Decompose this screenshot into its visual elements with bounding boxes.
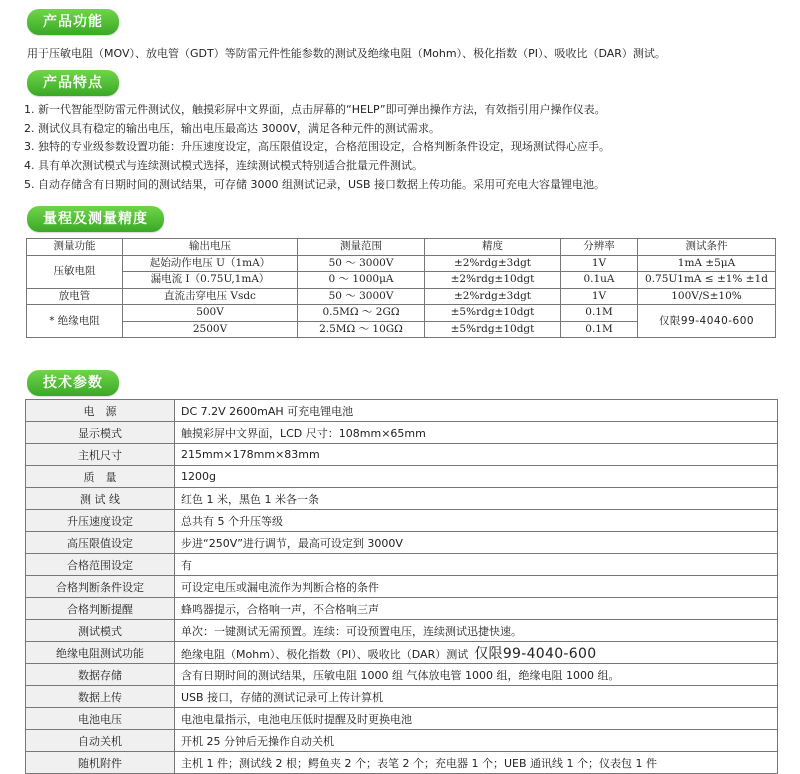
spec-value-text: 含有日期时间的测试结果，压敏电阻 1000 组 气体放电管 1000 组，绝缘电阻 1000 组。 [181,668,620,682]
spec-value [175,532,778,554]
spec-value-text: USB 接口，存储的测试记录可上传计算机 [181,690,384,704]
insulation-label: * 绝缘电阻 [27,305,123,338]
feature-item: 3. 独特的专业级参数设置功能：升压速度设定，高压限值设定，合格范围设定，合格判断条件设定，现场测试得心应手。 [24,140,610,154]
table-cell: 0.1M [561,305,638,322]
spec-value [175,400,778,422]
spec-value [175,752,778,774]
table-header-row [27,239,776,256]
table-cell: 1mA ±5μA [638,255,776,272]
spec-value [175,510,778,532]
table-row [26,642,778,664]
spec-value [175,576,778,598]
spec-value-text: 主机 1 件；测试线 2 根；鳄鱼夹 2 个；表笔 2 个；充电器 1 个；UEB 通讯线 1 个；仪表包 1 件 [181,756,657,770]
table-row [26,400,778,422]
table-row [26,730,778,752]
gdt-label: 放电管 [27,288,123,305]
spec-key: 电 源 [26,400,175,422]
spec-value-text: 蜂鸣器提示，合格响一声，不合格响三声 [181,602,379,616]
spec-value-text: 红色 1 米，黑色 1 米各一条 [181,492,319,506]
specs-table [25,399,778,774]
spec-key: 电池电压 [26,708,175,730]
features-list [24,101,610,195]
spec-key: 随机附件 [26,752,175,774]
section-title-range: 量程及测量精度 [27,206,164,232]
spec-key: 合格判断提醒 [26,598,175,620]
header-cell: 测量范围 [298,239,425,256]
table-cell: ±2%rdg±3dgt [425,288,561,305]
spec-value [175,730,778,752]
table-row [26,488,778,510]
table-cell: 50 ～ 3000V [298,288,425,305]
table-row [26,532,778,554]
table-cell: ±2%rdg±10dgt [425,272,561,289]
range-table [26,238,776,338]
spec-value-text: 步进“250V”进行调节，最高可设定到 3000V [181,536,403,550]
table-cell: 50 ～ 3000V [298,255,425,272]
spec-value-text: 触摸彩屏中文界面，LCD 尺寸：108mm×65mm [181,426,426,440]
spec-value [175,554,778,576]
spec-key: 测 试 线 [26,488,175,510]
header-cell: 输出电压 [123,239,298,256]
spec-value [175,642,778,664]
spec-key: 合格判断条件设定 [26,576,175,598]
spec-key: 数据上传 [26,686,175,708]
table-cell: 500V [123,305,298,322]
table-cell: ±5%rdg±10dgt [425,321,561,338]
spec-key: 主机尺寸 [26,444,175,466]
table-cell: 2.5MΩ ～ 10GΩ [298,321,425,338]
table-cell: ±2%rdg±3dgt [425,255,561,272]
spec-value-note: 仅限99-4040-600 [474,645,597,662]
table-row [26,598,778,620]
table-cell: 起始动作电压 U（1mA） [123,255,298,272]
spec-value [175,422,778,444]
spec-value [175,598,778,620]
table-row [26,686,778,708]
header-cell: 精度 [425,239,561,256]
header-cell: 测量功能 [27,239,123,256]
table-row [26,444,778,466]
table-cell: 0 ～ 1000μA [298,272,425,289]
table-cell: 0.1M [561,321,638,338]
table-cell: 直流击穿电压 Vsdc [123,288,298,305]
spec-value [175,664,778,686]
spec-value-text: 215mm×178mm×83mm [181,448,320,461]
specs-body [26,400,778,774]
feature-item: 1. 新一代智能型防雷元件测试仪，触摸彩屏中文界面，点击屏幕的“HELP”即可弹出操作方法，有效指引用户操作仪表。 [24,103,606,116]
spec-value [175,466,778,488]
spec-value-text: 电池电量指示，电池电压低时提醒及时更换电池 [181,712,412,726]
feature-item: 4. 具有单次测试模式与连续测试模式选择，连续测试模式特别适合批量元件测试。 [24,159,423,173]
table-row [26,576,778,598]
table-row [26,422,778,444]
table-row [26,554,778,576]
table-cell: 1V [561,288,638,305]
table-cell: 2500V [123,321,298,338]
header-cell: 分辨率 [561,239,638,256]
mov-label: 压敏电阻 [27,255,123,288]
spec-value-text: 有 [181,558,192,572]
spec-key: 高压限值设定 [26,532,175,554]
table-row [26,510,778,532]
spec-key: 数据存储 [26,664,175,686]
spec-value [175,708,778,730]
table-row [26,752,778,774]
table-row [27,255,776,272]
spec-key: 质 量 [26,466,175,488]
table-cell: ±5%rdg±10dgt [425,305,561,322]
spec-value-text: DC 7.2V 2600mAH 可充电锂电池 [181,404,354,418]
insulation-condition: 仅限99-4040-600 [638,305,776,338]
table-cell: 0.75U1mA ≤ ±1% ±1d [638,272,776,289]
table-row [27,288,776,305]
table-row [27,272,776,289]
spec-value-text: 1200g [181,470,216,483]
spec-value [175,620,778,642]
spec-key: 显示模式 [26,422,175,444]
spec-value-text: 可设定电压或漏电流作为判断合格的条件 [181,580,379,594]
spec-key: 绝缘电阻测试功能 [26,642,175,664]
feature-item: 5. 自动存储含有日期时间的测试结果，可存储 3000 组测试记录，USB 接口数据上传功能。采用可充电大容量锂电池。 [24,177,606,191]
table-cell: 0.1uA [561,272,638,289]
spec-key: 升压速度设定 [26,510,175,532]
table-cell: 1V [561,255,638,272]
table-row [26,708,778,730]
table-row [26,466,778,488]
section-title-features: 产品特点 [27,70,119,96]
spec-key: 自动关机 [26,730,175,752]
table-row [27,305,776,322]
spec-value-text: 绝缘电阻（Mohm）、极化指数（PI）、吸收比（DAR）测试 [181,647,469,661]
spec-key: 测试模式 [26,620,175,642]
table-row [26,664,778,686]
section-title-functions: 产品功能 [27,9,119,35]
table-cell: 漏电流 I（0.75U,1mA） [123,272,298,289]
header-cell: 测试条件 [638,239,776,256]
table-cell: 0.5MΩ ～ 2GΩ [298,305,425,322]
table-row [26,620,778,642]
spec-value-text: 开机 25 分钟后无操作自动关机 [181,734,334,748]
spec-key: 合格范围设定 [26,554,175,576]
spec-value-text: 总共有 5 个升压等级 [181,514,283,528]
spec-value [175,686,778,708]
functions-text: 用于压敏电阻（MOV）、放电管（GDT）等防雷元件性能参数的测试及绝缘电阻（Mohm）、极化指数（PI）、吸收比（DAR）测试。 [27,47,666,60]
spec-value-text: 单次：一键测试无需预置。连续：可设预置电压，连续测试迅捷快速。 [181,624,522,638]
section-title-specs: 技术参数 [27,370,119,396]
feature-item: 2. 测试仪具有稳定的输出电压，输出电压最高达 3000V，满足各种元件的测试需求。 [24,121,441,135]
spec-value [175,488,778,510]
spec-value [175,444,778,466]
table-cell: 100V/S±10% [638,288,776,305]
